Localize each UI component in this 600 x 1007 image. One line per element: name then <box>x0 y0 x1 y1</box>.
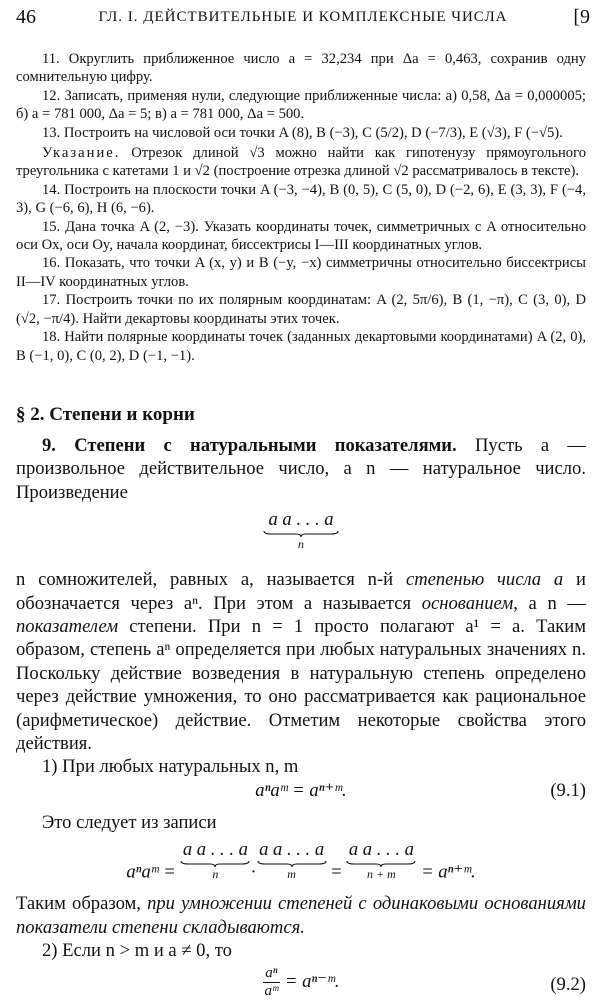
intro-paragraph <box>16 434 586 504</box>
property-2: 2) Если n > m и a ≠ 0, то <box>42 940 232 962</box>
exercise-list <box>16 50 586 365</box>
term-power: степенью числа a <box>405 569 564 591</box>
running-title: ГЛ. I. ДЕЙСТВИТЕЛЬНЫЕ И КОМПЛЕКСНЫЕ ЧИСЛА <box>98 9 508 25</box>
definition-paragraph: n сомножителей, равных a, называется n-й степенью числа a и обозначается через aⁿ. При этом a называется основанием, а n — показателем степени. При n = 1 просто полагают a¹ = a. Таким образом, степень aⁿ определяется при любых натуральных значениях n. Поскольку действие возведения в натуральную степень определено через действие умножения, то оно рассматривается как рациональное (арифметическое) действие. Отметим некоторые свойства этого действия. <box>16 569 586 755</box>
exercise-17: 17. Построить точки по их полярным координатам: A (2, 5π/6), B (1, −π), C (3, 0), D (√2, −π/4). Найти декартовы координаты этих точек. <box>16 292 586 327</box>
equation-9-2-rhs: = aⁿ⁻ᵐ. <box>284 970 340 992</box>
equation-number-9-1: (9.1) <box>550 779 586 801</box>
underbrace-product <box>263 508 339 549</box>
fraction <box>263 965 281 1000</box>
follows-text: Это следует из записи <box>42 811 217 833</box>
section-marker: [9 <box>573 6 590 28</box>
product-count: n <box>298 536 304 551</box>
exercise-18: 18. Найти полярные координаты точек (заданных декартовыми координатами) A (2, 0), B (−1, 0), C (0, 2), D (−1, −1). <box>16 329 586 364</box>
underbrace-group-n: a a . . . a n <box>180 838 250 879</box>
fraction-numerator: aⁿ <box>263 965 281 983</box>
exercise-14: 14. Построить на плоскости точки A (−3, −4), B (0, 5), C (5, 0), D (−2, 6), E (3, 3), F (−4, 3), G (−6, 6), H (6, −6). <box>16 181 586 217</box>
page-number: 46 <box>16 6 36 28</box>
conclusion-paragraph: Таким образом, при умножении степеней с одинаковыми основаниями показатели степени складываются. <box>16 893 586 938</box>
term-base: основанием <box>421 592 514 614</box>
derivation-formula: aⁿaᵐ = a a . . . a n ·a a . . . a m = a a . . . a n + m = aⁿ⁺ᵐ. <box>126 839 476 883</box>
product-expression: a a . . . a <box>268 509 334 531</box>
hint-label: Указание. <box>42 145 121 162</box>
fraction-denominator: aᵐ <box>264 982 279 999</box>
exercise-13: 13. Построить на числовой оси точки A (8), B (−3), C (5/2), D (−7/3), E (√3), F (−√5). <box>42 124 563 141</box>
equation-9-2 <box>16 963 586 1007</box>
subsection-title: 9. Степени с натуральными показателями. <box>42 435 457 456</box>
exercise-15: 15. Дана точка A (2, −3). Указать координаты точек, симметричных с A относительно оси Ox, оси Oy, начала координат, биссектрисы I—III координатных углов. <box>16 218 586 254</box>
conclusion-rule: при умножении степеней с одинаковыми основаниями показатели степени складываются. <box>16 893 586 938</box>
hint-text: Отрезок длиной √3 можно найти как гипотенузу прямоугольного треугольника с катетами 1 и √2 (построение отрезка длиной √2 рассматривалось в тексте). <box>16 145 586 180</box>
exercise-16: 16. Показать, что точки A (x, y) и B (−y, −x) симметричны относительно биссектрисы II—IV координатных углов. <box>16 255 586 290</box>
derivation-lhs: aⁿaᵐ = <box>126 861 176 883</box>
exercise-12: 12. Записать, применяя нули, следующие приближенные числа: а) 0,58, Δa = 0,000005; б) a = 781 000, Δa = 5; в) a = 781 000, Δa = 500. <box>16 87 586 123</box>
derivation-rhs: = aⁿ⁺ᵐ. <box>421 861 476 883</box>
product-formula <box>16 504 586 568</box>
equation-9-1-body: aⁿaᵐ = aⁿ⁺ᵐ. <box>255 779 347 801</box>
exercise-11: 11. Округлить приближенное число a = 32,234 при Δa = 0,463, сохранив одну сомнительную цифру. <box>16 51 586 86</box>
equation-9-1 <box>16 779 586 811</box>
equation-number-9-2: (9.2) <box>550 973 586 995</box>
main-text <box>16 434 586 1007</box>
term-exponent: показателем <box>16 616 119 638</box>
hint-paragraph <box>16 144 586 181</box>
property-1: 1) При любых натуральных n, m <box>42 756 299 778</box>
intro-text: Пусть a — произвольное действительное число, а n — натуральное число. Произведение <box>16 435 586 503</box>
section-heading: § 2. Степени и корни <box>16 404 195 425</box>
underbrace-group-nm: a a . . . a n + m <box>346 838 416 879</box>
underbrace-group-m: a a . . . a m <box>257 838 327 879</box>
running-header <box>16 6 590 34</box>
